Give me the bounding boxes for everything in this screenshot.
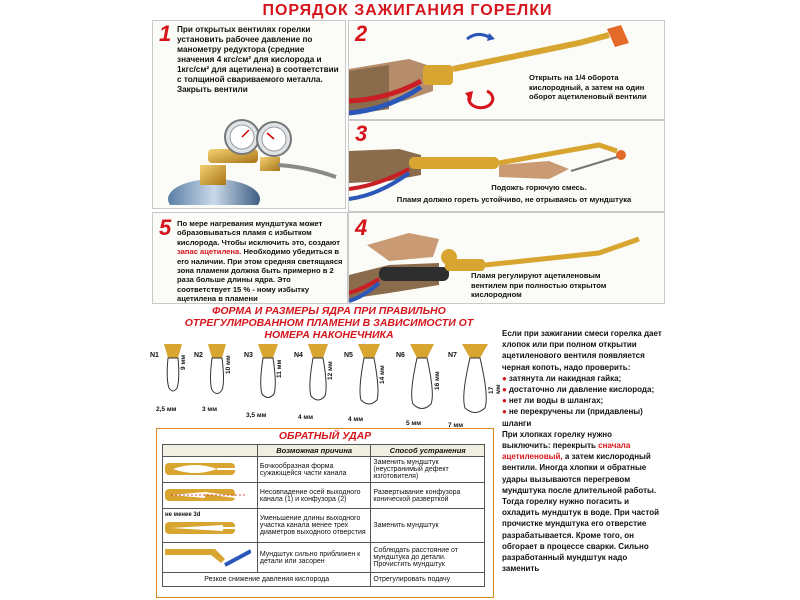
step-3-panel <box>348 120 665 212</box>
check-item <box>502 384 662 395</box>
table-row <box>163 543 485 573</box>
table-header-row <box>163 445 485 457</box>
row-cause: Мундштук сильно приближен к детали или засорен <box>257 543 371 573</box>
backfire-table <box>162 444 485 587</box>
nozzle-short-channel-icon <box>165 518 251 538</box>
bullet-icon: ● <box>502 373 507 383</box>
row-illustration <box>163 543 258 573</box>
row-illustration <box>163 483 258 509</box>
col-illustration <box>163 445 258 457</box>
nozzle-n7-icon <box>460 344 490 424</box>
step-1-text: При открытых вентилях горелки установить рабочее давление по манометру редуктора (средние значения 4 кгс/см² для кислорода и 1кгс/см² для ацетилена) в соответствии с толщиной свариваемого металла. Закрыть вентили <box>177 25 339 94</box>
nozzle-label-n7: N7 <box>448 352 457 359</box>
nozzle-width-n6: 5 мм <box>406 420 422 427</box>
nozzle-n2-icon <box>206 344 228 406</box>
step-5-number: 5 <box>159 215 172 240</box>
table-row <box>163 483 485 509</box>
step-5-highlight: запас ацетилена. <box>177 247 242 257</box>
check-item <box>502 373 662 384</box>
check-item-text: затянута ли накидная гайка; <box>508 373 622 383</box>
table-row <box>163 457 485 483</box>
table-row <box>163 573 485 587</box>
step-1-panel <box>152 20 346 209</box>
table-row <box>163 509 485 543</box>
check-item-text: достаточно ли давление кислорода; <box>508 385 655 395</box>
right-text-column <box>502 328 662 574</box>
step-5-text-before: По мере нагревания мундштука может образовываться пламя с избытком кислорода. Чтобы исключить это, создают <box>177 219 340 247</box>
check-item-text: не перекручены ли (придавлены) шланги <box>502 407 643 428</box>
pops-text-after: а затем кислородный вентили. Иногда хлопки и обратные удары вызываются перегревом мундштука после длительной работы. Тогда горелку нужно погасить и охладить мундштук в воде. При частой прочистке мундштука его отверстие разрабатывается. Кроме того, он обгорает в процессе сварки. Сильно разработанный мундштук надо заменить <box>502 452 659 574</box>
step-4-caption: Пламя регулируют ацетиленовым вентилем при полностью открытом кислородном <box>471 271 607 299</box>
row-fix: Развертывание конфузора конической разверткой <box>371 483 485 509</box>
nozzle-label-n1: N1 <box>150 352 159 359</box>
flame-section-title: ФОРМА И РАЗМЕРЫ ЯДРА ПРИ ПРАВИЛЬНО ОТРЕГУЛИРОВАННОМ ПЛАМЕНИ В ЗАВИСИМОСТИ ОТ НОМЕРА НАКОНЕЧНИКА <box>184 305 474 341</box>
row-cause: Резкое снижение давления кислорода <box>163 573 371 587</box>
row-illustration <box>163 457 258 483</box>
row-cause: Бочкообразная форма сужающейся части канала <box>257 457 371 483</box>
row-fix: Заменить мундштук (неустранимый дефект изготовителя) <box>371 457 485 483</box>
nozzle-core-n3: 11 мм <box>276 359 283 378</box>
row-note: не менее 3d <box>165 511 201 518</box>
step-4-number: 4 <box>355 215 368 240</box>
pops-text-red: сначала ацетиленовый, <box>502 441 631 462</box>
right-intro: Если при зажигании смеси горелка дает хлопок или при полном открытии ацетиленового вентиля появляется черная копоть, надо проверить: <box>502 329 662 372</box>
row-cause: Уменьшение длины выходного участка канала менее трех диаметров выходного отверстия <box>257 509 371 543</box>
step-3-caption-line2: Пламя должно гореть устойчиво, не отрываясь от мундштука <box>396 195 632 204</box>
row-illustration <box>163 509 258 543</box>
nozzle-label-n2: N2 <box>194 352 203 359</box>
nozzle-core-n5: 14 мм <box>379 365 386 384</box>
nozzle-core-n6: 16 мм <box>434 371 441 390</box>
nozzle-row <box>150 340 500 428</box>
step-5-text-after: Необходимо убедиться в его наличии. При этом средняя светящаяся зона пламени должна быть примерно в 2 раза больше длины ядра. Это соответствует 15 % - ному избытку ацетилена в пламени <box>177 247 343 304</box>
step-2-caption: Открыть на 1/4 оборота кислородный, а затем на один оборот ацетиленовый вентили <box>529 73 647 101</box>
step-4-panel <box>348 212 665 304</box>
step-5-text <box>177 219 343 304</box>
col-cause: Возможная причина <box>257 445 371 457</box>
nozzle-width-n5: 4 мм <box>348 416 364 423</box>
nozzle-width-n2: 3 мм <box>202 406 218 413</box>
row-fix: Отрегулировать подачу <box>371 573 485 587</box>
step-5-panel <box>152 212 348 304</box>
check-item <box>502 395 662 406</box>
step-3-caption-line1: Подожгь горючую смесь. <box>491 183 587 192</box>
step-1-number: 1 <box>159 21 172 46</box>
nozzle-core-n7: 17 мм <box>488 384 502 394</box>
backfire-title: ОБРАТНЫЙ УДАР <box>278 430 372 442</box>
step-2-number: 2 <box>355 21 368 46</box>
nozzle-width-n1: 2,5 мм <box>156 406 177 413</box>
col-fix: Способ устранения <box>371 445 485 457</box>
nozzle-label-n4: N4 <box>294 352 303 359</box>
nozzle-width-n3: 3,5 мм <box>246 412 267 419</box>
torch-hand-illustration-2 <box>349 21 664 119</box>
row-fix: Соблюдать расстояние от мундштука до детали. Прочистить мундштук <box>371 543 485 573</box>
check-item-text: нет ли воды в шлангах; <box>508 396 604 406</box>
nozzle-n6-icon <box>408 344 436 420</box>
step-3-number: 3 <box>355 121 368 146</box>
nozzle-label-n5: N5 <box>344 352 353 359</box>
nozzle-width-n7: 7 мм <box>448 422 464 429</box>
nozzle-misaligned-icon <box>165 485 251 505</box>
pops-text-before: При хлопках горелку нужно выключить: перекрыть <box>502 429 613 451</box>
poster-title: ПОРЯДОК ЗАЖИГАНИЯ ГОРЕЛКИ <box>262 2 553 19</box>
nozzle-n1-icon <box>162 344 184 404</box>
bullet-icon: ● <box>502 385 507 395</box>
row-fix: Заменить мундштук <box>371 509 485 543</box>
bullet-icon: ● <box>502 396 507 406</box>
nozzle-label-n3: N3 <box>244 352 253 359</box>
step-2-panel <box>348 20 665 120</box>
nozzle-core-n1: 9 мм <box>180 354 187 370</box>
gas-cylinder-illustration <box>168 107 338 205</box>
nozzle-near-part-icon <box>165 545 251 569</box>
check-item <box>502 406 662 428</box>
bullet-icon: ● <box>502 407 507 417</box>
nozzle-core-n4: 12 мм <box>327 361 334 380</box>
poster <box>150 0 665 600</box>
nozzle-core-n2: 10 мм <box>225 355 232 374</box>
pops-paragraph <box>502 429 662 575</box>
nozzle-label-n6: N6 <box>396 352 405 359</box>
nozzle-width-n4: 4 мм <box>298 414 314 421</box>
row-cause: Несовпадение осей выходного канала (1) и конфузора (2) <box>257 483 371 509</box>
nozzle-barrel-icon <box>165 459 251 479</box>
